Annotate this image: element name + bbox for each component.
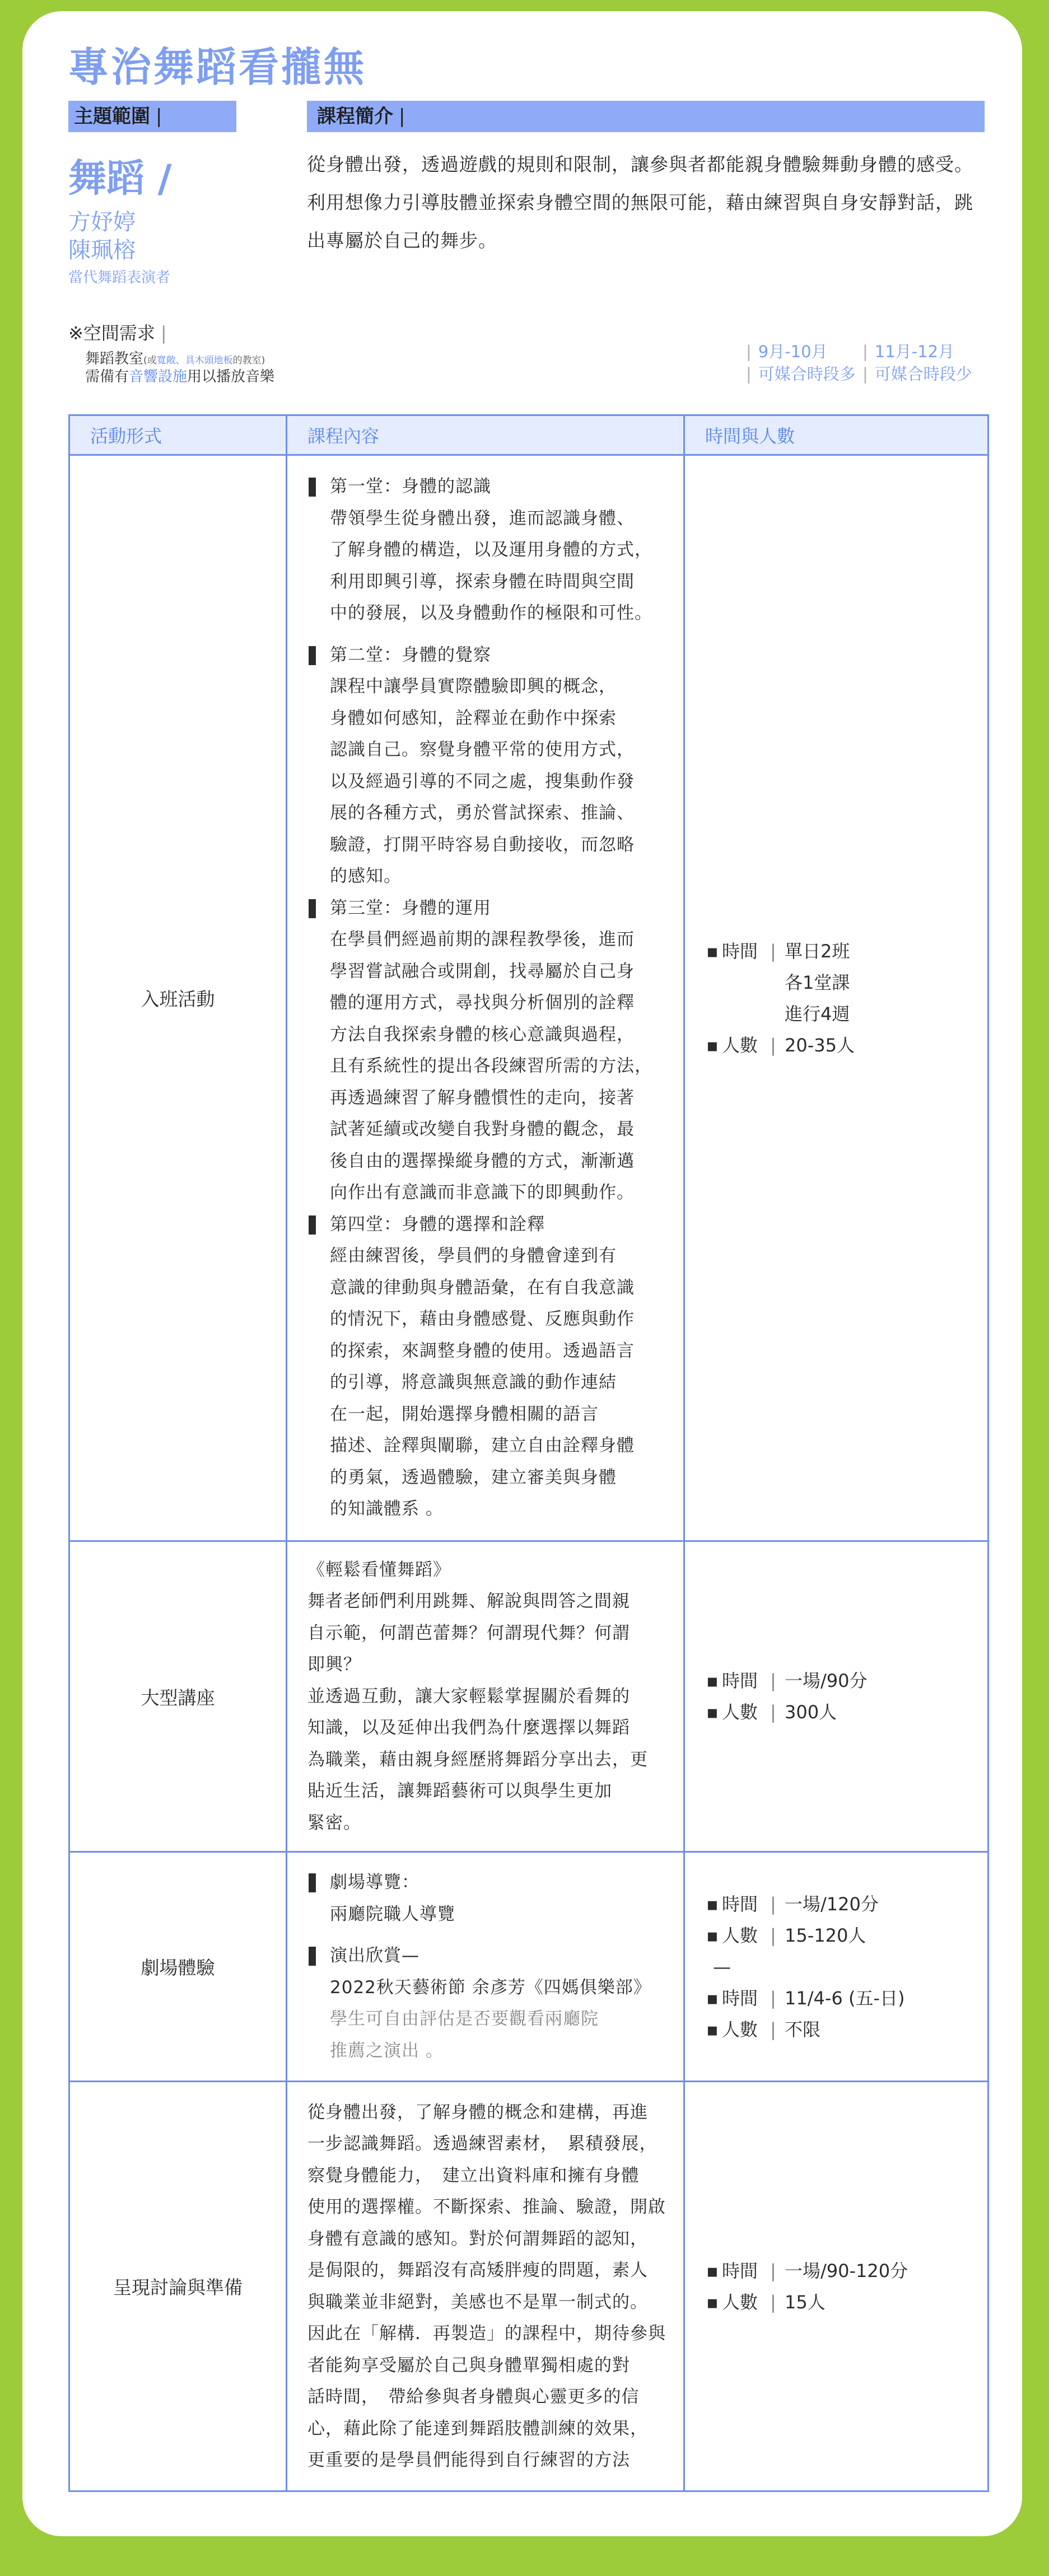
course-content-cell — [287, 1852, 684, 2082]
session-title: 劇場導覽： — [307, 1867, 674, 1899]
header-time-and-people: 時間與人數 — [684, 415, 989, 455]
activity-form-cell: 大型講座 — [69, 1541, 287, 1852]
page-card — [22, 11, 1022, 2536]
activity-form-cell: 劇場體驗 — [69, 1852, 287, 2082]
teacher-role: 當代舞蹈表演者 — [68, 269, 171, 286]
bullet-icon: ▪ — [706, 2291, 719, 2313]
time-item: ▪ 時間 | 單日2班 各1堂課 進行4週 — [706, 936, 987, 1030]
topic-label: 主題範圍 — [74, 105, 150, 128]
period-1-note: | 可媒合時段多 — [746, 364, 856, 384]
bullet-icon: ▪ — [706, 1893, 719, 1915]
page-title: 專治舞蹈看攏無 — [68, 44, 367, 91]
course-content-cell — [287, 455, 684, 1541]
time-item: ▪ 時間 | 一場/90分 — [706, 1665, 987, 1696]
session-body: 帶領學生從身體出發，進而認識身體、 了解身體的構造，以及運用身體的方式， 利用即興引導，探索身體在時間與空間 中的發展，以及身體動作的極限和可性。 — [330, 508, 652, 624]
intro-text: 從身體出發，透過遊戲的規則和限制，讓參與者都能親身體驗舞動身體的感受。利用想像力引導肢體並探索身體空間的無限可能，藉由練習與自身安靜對話，跳出專屬於自己的舞步。 — [307, 153, 973, 251]
space-requirement-line-1: 舞蹈教室(或寬敞、具木頭地板的教室) — [85, 350, 265, 367]
time-people-cell — [684, 1852, 989, 2082]
teacher-name-1: 方妤婷 — [68, 209, 136, 235]
activity-form-cell: 呈現討論與準備 — [69, 2082, 287, 2491]
table-row — [69, 2082, 989, 2491]
people-item: ▪ 人數 | 300人 — [706, 1696, 987, 1728]
bullet-icon: ▪ — [706, 1924, 719, 1946]
time-item: ▪ 時間 | 11/4-6 (五-日) — [706, 1983, 987, 2014]
table-row — [69, 1852, 989, 2082]
session-title: 演出欣賞— — [307, 1940, 674, 1972]
session-body: 兩廳院職人導覽 — [330, 1904, 455, 1924]
teacher-name-2: 陳珮榕 — [68, 237, 136, 263]
time-separator: — — [713, 1956, 731, 1977]
people-item: ▪ 人數 | 不限 — [706, 2014, 987, 2045]
session-body: 經由練習後，學員們的身體會達到有 意識的律動與身體語彙，在有自我意識 的情況下，藉由身體感覺、反應與動作 的探索，來調整身體的使用。透過語言 的引導，將意識與無意識的動作連結 在一起，開始選擇身體相關的語言 描述、詮釋與闡聯，建立自由詮釋身體 的勇氣，透過體驗，建立審美與身體 的知識體系 。 — [330, 1246, 635, 1520]
session-title: 第一堂：身體的認識 — [307, 471, 674, 503]
session-body: 課程中讓學員實際體驗即興的概念， 身體如何感知，詮釋並在動作中探索 認識自己。察覺身體平常的使用方式， 以及經過引導的不同之處，搜集動作發 展的各種方式，勇於嘗試探索、推論、 驗證，打開平時容易自動接收，而忽略 的感知。 — [330, 676, 635, 887]
bullet-icon: ▪ — [706, 1701, 719, 1723]
space-requirement-title: ※空間需求 | — [68, 322, 167, 344]
session-body: 2022秋天藝術節 余彥芳《四媽俱樂部》 學生可自由評估是否要觀看兩廳院 推薦之演出 。 — [330, 1977, 651, 2061]
topic-label-bar: 主題範圍 | — [68, 101, 236, 132]
time-people-cell — [684, 455, 989, 1541]
bullet-icon: ▪ — [706, 2018, 719, 2040]
topic-subject: 舞蹈 / — [68, 157, 172, 201]
period-2-months: | 11月-12月 — [862, 342, 955, 361]
bullet-icon: ▪ — [706, 2260, 719, 2282]
header-activity-form: 活動形式 — [69, 415, 287, 455]
people-item: ▪ 人數 | 15-120人 — [706, 1920, 987, 1951]
time-people-cell — [684, 1541, 989, 1852]
table-row — [69, 1541, 989, 1852]
period-1-months: | 9月-10月 — [746, 342, 828, 361]
table-row — [69, 455, 989, 1541]
intro-label-bar: 課程簡介 | — [307, 101, 985, 132]
session-title: 第二堂：身體的覺察 — [307, 639, 674, 671]
course-content-cell: 從身體出發，了解身體的概念和建構，再進 一步認識舞蹈。透過練習素材， 累積發展， 察覺身體能力， 建立出資料庫和擁有身體 使用的選擇權。不斷探索、推論、驗證，開啟 身體有意識的感知。對於何謂舞蹈的認知， 是侷限的，舞蹈沒有高矮胖瘦的問題，素人 與職業並非絕對，美感也不是單一制式的。 因此在「解構．再製造」的課程中，期待參與 者能夠享受屬於自己與身體單獨相處的對 話時間， 帶給參與者身體與心靈更多的信 心，藉此除了能達到舞蹈肢體訓練的效果， 更重要的是學員們能得到自行練習的方法 — [287, 2082, 684, 2491]
activity-form-cell: 入班活動 — [69, 455, 287, 1541]
bullet-icon: ▪ — [706, 1987, 719, 2009]
intro-label: 課程簡介 — [317, 105, 393, 128]
session-title: 第三堂：身體的運用 — [307, 892, 674, 924]
session-body: 在學員們經過前期的課程教學後，進而 學習嘗試融合或開創，找尋屬於自己身 體的運用方式，尋找與分析個別的詮釋 方法自我探索身體的核心意識與過程， 且有系統性的提出各段練習所需的方法， 再透過練習了解身體慣性的走向，接著 試著延續或改變自我對身體的觀念，最 後自由的選擇操縱身體的方式，漸漸邁 向作出有意識而非意識下的即興動作。 — [330, 929, 652, 1203]
people-item: ▪ 人數 | 15人 — [706, 2287, 987, 2318]
table-header-row — [69, 415, 989, 455]
bullet-icon: ▪ — [706, 1670, 719, 1691]
period-2-note: | 可媒合時段少 — [862, 364, 972, 384]
session-title: 第四堂：身體的選擇和詮釋 — [307, 1209, 674, 1241]
space-requirement-line-2: 需備有音響設施用以播放音樂 — [85, 368, 275, 385]
time-item: ▪ 時間 | 一場/90-120分 — [706, 2255, 987, 2287]
course-content-cell: 《輕鬆看懂舞蹈》 舞者老師們利用跳舞、解說與問答之間親 自示範，何謂芭蕾舞？何謂現代舞？何謂 即興？ 並透過互動，讓大家輕鬆掌握關於看舞的 知識，以及延伸出我們為什麼選擇以舞蹈 為職業，藉由親身經歷將舞蹈分享出去，更 貼近生活，讓舞蹈藝術可以與學生更加 緊密。 — [287, 1541, 684, 1852]
bullet-icon: ▪ — [706, 1034, 719, 1056]
header-course-content: 課程內容 — [287, 415, 684, 455]
bullet-icon: ▪ — [706, 940, 719, 962]
activity-table — [68, 414, 989, 2492]
time-people-cell — [684, 2082, 989, 2491]
people-item: ▪ 人數 | 20-35人 — [706, 1030, 987, 1061]
time-item: ▪ 時間 | 一場/120分 — [706, 1888, 987, 1920]
